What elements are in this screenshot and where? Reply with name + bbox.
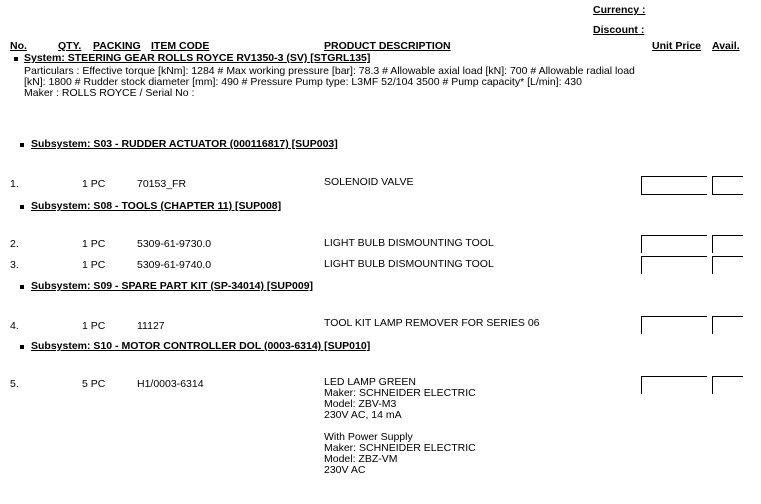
subsystem-bullet	[20, 205, 24, 209]
item-description: TOOL KIT LAMP REMOVER FOR SERIES 06	[324, 317, 540, 329]
item-qty: 1 PC	[82, 178, 106, 190]
subsystem-title-s03: Subsystem: S03 - RUDDER ACTUATOR (000116817) [SUP003]	[31, 138, 338, 150]
item-qty: 1 PC	[82, 320, 106, 332]
item-no: 2.	[10, 238, 19, 250]
column-header-qty: QTY.	[58, 40, 82, 52]
item-description-line: 230V AC	[324, 464, 366, 476]
column-header-no: No.	[10, 40, 27, 52]
item-code: H1/0003-6314	[137, 378, 204, 390]
system-particulars-line-3: Maker : ROLLS ROYCE / Serial No :	[24, 87, 195, 99]
item-code: 70153_FR	[137, 178, 187, 190]
avail-input-box[interactable]	[712, 316, 743, 334]
subsystem-bullet	[20, 285, 24, 289]
unit-price-input-box[interactable]	[641, 376, 707, 394]
item-no: 1.	[10, 178, 19, 190]
subsystem-title-s08: Subsystem: S08 - TOOLS (CHAPTER 11) [SUP008]	[31, 200, 282, 212]
item-no: 3.	[10, 259, 19, 271]
system-bullet	[14, 57, 18, 61]
item-description: SOLENOID VALVE	[324, 176, 414, 188]
subsystem-bullet	[20, 143, 24, 147]
item-code: 11127	[137, 320, 165, 332]
item-qty: 1 PC	[82, 259, 106, 271]
item-description-line: Maker: SCHNEIDER ELECTRIC	[324, 387, 476, 399]
avail-input-box[interactable]	[712, 376, 743, 394]
column-header-description: PRODUCT DESCRIPTION	[324, 40, 451, 52]
column-header-avail: Avail.	[712, 40, 740, 52]
item-description-line: 230V AC, 14 mA	[324, 409, 402, 421]
item-description-line: Model: ZBZ-VM	[324, 453, 398, 465]
avail-input-box[interactable]	[712, 176, 743, 195]
item-description-line: LED LAMP GREEN	[324, 376, 417, 388]
column-header-unit-price: Unit Price	[652, 40, 702, 52]
item-no: 5.	[10, 378, 19, 390]
item-qty: 1 PC	[82, 238, 106, 250]
column-header-packing: PACKING	[93, 40, 141, 52]
item-description-line: With Power Supply	[324, 431, 413, 443]
item-description-line: Maker: SCHNEIDER ELECTRIC	[324, 442, 476, 454]
avail-input-box[interactable]	[712, 256, 743, 274]
subsystem-title-s09: Subsystem: S09 - SPARE PART KIT (SP-34014) [SUP009]	[31, 280, 314, 292]
discount-label: Discount :	[593, 24, 645, 36]
subsystem-bullet	[20, 345, 24, 349]
item-description-line: Model: ZBV-M3	[324, 398, 397, 410]
avail-input-box[interactable]	[712, 235, 743, 253]
system-particulars-line-2: [kN]: 1800 # Rudder stock diameter [mm]: 490 # Pressure Pump type: L3MF 52/104 3500 # Pump capacity* [L/min]: 430	[24, 76, 582, 88]
item-description: LIGHT BULB DISMOUNTING TOOL	[324, 237, 494, 249]
unit-price-input-box[interactable]	[641, 176, 707, 195]
item-description: LIGHT BULB DISMOUNTING TOOL	[324, 258, 494, 270]
currency-label: Currency :	[593, 4, 646, 16]
unit-price-input-box[interactable]	[641, 256, 707, 274]
item-qty: 5 PC	[82, 378, 106, 390]
unit-price-input-box[interactable]	[641, 316, 707, 334]
subsystem-title-s10: Subsystem: S10 - MOTOR CONTROLLER DOL (0003-6314) [SUP010]	[31, 340, 371, 352]
unit-price-input-box[interactable]	[641, 235, 707, 253]
system-title: System: STEERING GEAR ROLLS ROYCE RV1350-3 (SV) [STGRL135]	[24, 52, 371, 64]
item-no: 4.	[10, 320, 19, 332]
item-code: 5309-61-9730.0	[137, 238, 212, 250]
item-description-block	[324, 377, 476, 476]
system-particulars-line-1: Particulars : Effective torque [kNm]: 1284 # Max working pressure [bar]: 78.3 # Allowable axial load [kN]: 700 # Allowable radial load	[24, 65, 635, 77]
column-header-item-code: ITEM CODE	[151, 40, 210, 52]
item-code: 5309-61-9740.0	[137, 259, 212, 271]
